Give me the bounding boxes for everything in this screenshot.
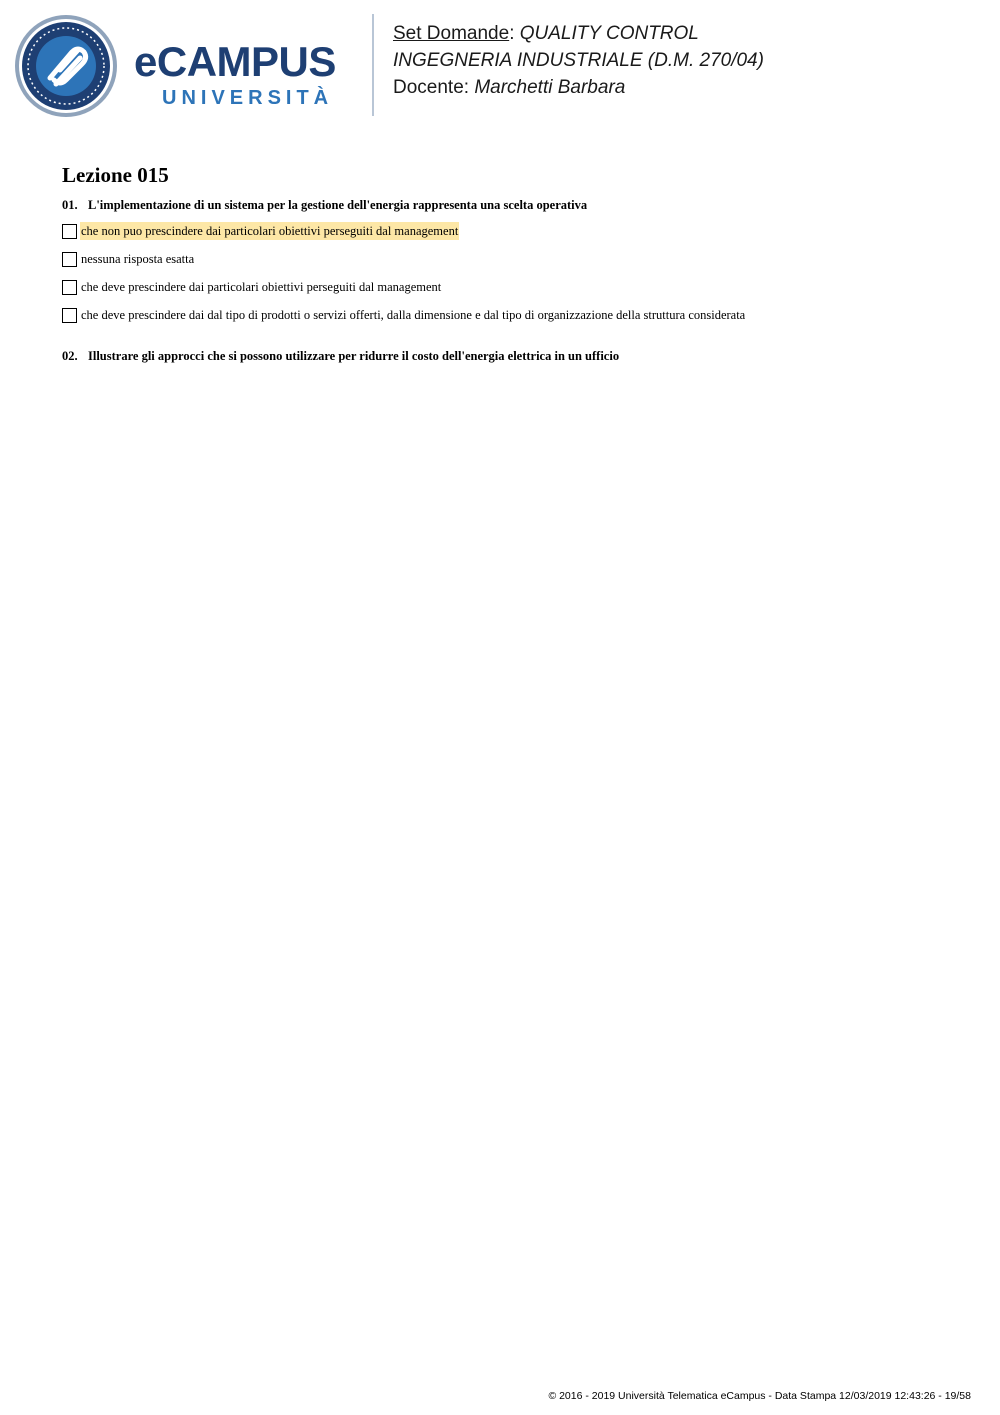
answer-text: che deve prescindere dai particolari obiettivi perseguiti dal management bbox=[81, 280, 442, 294]
answer-option[interactable] bbox=[62, 250, 962, 278]
course-title: QUALITY CONTROL bbox=[519, 23, 699, 44]
ecampus-seal-logo bbox=[14, 14, 118, 118]
set-separator: : bbox=[509, 23, 520, 44]
answer-option[interactable] bbox=[62, 278, 962, 306]
question-01 bbox=[62, 197, 587, 213]
answer-list bbox=[62, 222, 962, 334]
question-number: 01. bbox=[62, 198, 78, 212]
set-label: Set Domande bbox=[393, 23, 510, 44]
answer-checkbox[interactable] bbox=[62, 224, 77, 239]
answer-option[interactable] bbox=[62, 222, 962, 250]
lesson-title: Lezione 015 bbox=[62, 163, 169, 187]
answer-option[interactable] bbox=[62, 306, 962, 334]
answer-text: nessuna risposta esatta bbox=[81, 252, 195, 266]
answer-checkbox[interactable] bbox=[62, 308, 77, 323]
header-divider bbox=[372, 14, 374, 116]
answer-text: che deve prescindere dai dal tipo di prodotti o servizi offerti, dalla dimensione e dal tipo di organizzazione della struttura considerata bbox=[81, 308, 746, 322]
answer-checkbox[interactable] bbox=[62, 252, 77, 267]
ecampus-wordmark bbox=[134, 38, 356, 114]
docente-line bbox=[393, 74, 764, 101]
page-footer: © 2016 - 2019 Università Telematica eCampus - Data Stampa 12/03/2019 12:43:26 - 19/58 bbox=[548, 1390, 971, 1402]
course-line-1 bbox=[393, 20, 764, 47]
question-02 bbox=[62, 348, 619, 364]
docente-name: Marchetti Barbara bbox=[474, 77, 626, 98]
answer-checkbox[interactable] bbox=[62, 280, 77, 295]
question-text: Illustrare gli approcci che si possono utilizzare per ridurre il costo dell'energia elettrica in un ufficio bbox=[88, 349, 620, 363]
page-header bbox=[0, 0, 1000, 130]
course-info bbox=[393, 20, 764, 101]
question-text: L'implementazione di un sistema per la gestione dell'energia rappresenta una scelta operativa bbox=[88, 198, 588, 212]
question-number: 02. bbox=[62, 349, 78, 363]
brand-subtitle: UNIVERSITÀ bbox=[162, 87, 334, 109]
docente-label: Docente: bbox=[393, 77, 475, 98]
course-degree: INGEGNERIA INDUSTRIALE (D.M. 270/04) bbox=[393, 50, 764, 71]
answer-text-highlighted: che non puo prescindere dai particolari obiettivi perseguiti dal management bbox=[81, 224, 459, 238]
brand-name: eCAMPUS bbox=[134, 38, 336, 85]
